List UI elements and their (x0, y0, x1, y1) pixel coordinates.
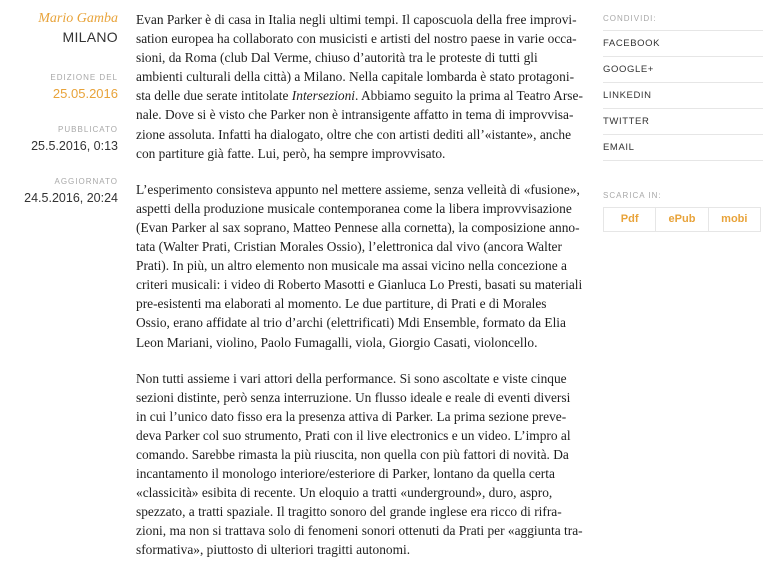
article-body (136, 10, 583, 577)
download-buttons (603, 207, 761, 232)
edition-date[interactable]: 25.05.2016 (52, 86, 118, 101)
article-paragraph-2: L’esperimento consisteva appunto nel mettere assieme, senza velleità di «fusione», aspetti della produzione musicale contemporanea come la libera improvvisazione (Evan Parker al sax soprano, Matteo Pennese alla cornetta), la composizione annotata (Walter Prati, Cristian Morales Ossio), l’elettronica dal vivo (ancora Walter Prati). In più, un altro elemento non musicale ma assai vicino nella concezione a criteri musicali: i video di Roberto Masotti e Gianluca Lo Presti, basati su materiali pre-esistenti ma elaborati al momento. Le due partiture, di Prati e di Morales Ossio, erano affidate al trio d’archi (elettrificati) Mdi Ensemble, formato da Elia Leon Mariani, violino, Paolo Fumagalli, viola, Giorgio Casati, violoncello. (136, 181, 583, 350)
article-paragraph-3: Non tutti assieme i vari attori della performance. Si sono ascoltate e viste cinque sezioni distinte, però senza interruzione. Un flusso ideale e reale di eventi diversi in cui l’unico dato fisso era la presenza attiva di Parker. La prima sezione prevedeva Parker col suo strumento, Prati con il live electronics e un video. L’impro al comando. Sarebbe rimasta la più riuscita, non quella con più fattori di novità. Da incantamento il monologo interiore/esteriore di Parker, lontano da quella certa «classicità» esibita di recente. Un eloquio a tratti «underground», duro, aspro, spezzato, a tratti spaziale. Il tragitto sonoro del grande inglese era ricco di rifrazioni, ma non si trattava solo di fenomeni sonori ottenuti da Prati per «aggiunta trasformativa», piuttosto di ulteriori tragitti autonomi. (136, 370, 583, 558)
paragraph-text: Evan Parker è di casa in Italia negli ultimi tempi. Il caposcuola della free improvisation europea ha collaborato con musicisti e artisti del nostro paese in varie occasioni, da Roma (club Dal Verme, chiuso d’autorità tra le proteste di tutti gli ambienti culturali della città) a Milano. Nella capitale lombarda è stato protagonista delle due serate intitolate (136, 12, 577, 104)
download-epub-button[interactable]: ePub (655, 207, 708, 232)
share-linkedin-link[interactable]: LINKEDIN (603, 83, 763, 109)
author-name[interactable]: Mario Gamba (38, 11, 118, 26)
article-paragraph-1 (136, 10, 583, 163)
share-googleplus-link[interactable]: GOOGLE+ (603, 57, 763, 83)
download-title: SCARICA IN: (603, 191, 662, 200)
share-facebook-link[interactable]: FACEBOOK (603, 31, 763, 57)
download-pdf-button[interactable]: Pdf (603, 207, 656, 232)
edition-label: EDIZIONE DEL (50, 73, 118, 82)
article-meta (0, 10, 118, 206)
paragraph-text: . Abbiamo seguito la prima al Teatro Arsenale. Dove si è visto che Parker non è intransigente affatto in tema di improvvisazione assoluta. Infatti ha dialogato, oltre che con artisti dediti all’«istante», anche con partiture già fatte. Lui, però, ha sempre improvvisato. (136, 88, 583, 161)
dateline-city: MILANO (62, 29, 118, 45)
updated-value: 24.5.2016, 20:24 (24, 191, 118, 205)
published-value: 25.5.2016, 0:13 (31, 139, 118, 153)
share-email-link[interactable]: EMAIL (603, 135, 763, 161)
event-title: Intersezioni (291, 88, 356, 104)
share-title: CONDIVIDI: (603, 14, 657, 23)
share-panel (603, 14, 763, 232)
published-label: PUBBLICATO (58, 125, 118, 134)
share-twitter-link[interactable]: TWITTER (603, 109, 763, 135)
share-list (603, 30, 763, 161)
updated-label: AGGIORNATO (54, 177, 118, 186)
download-mobi-button[interactable]: mobi (708, 207, 761, 232)
